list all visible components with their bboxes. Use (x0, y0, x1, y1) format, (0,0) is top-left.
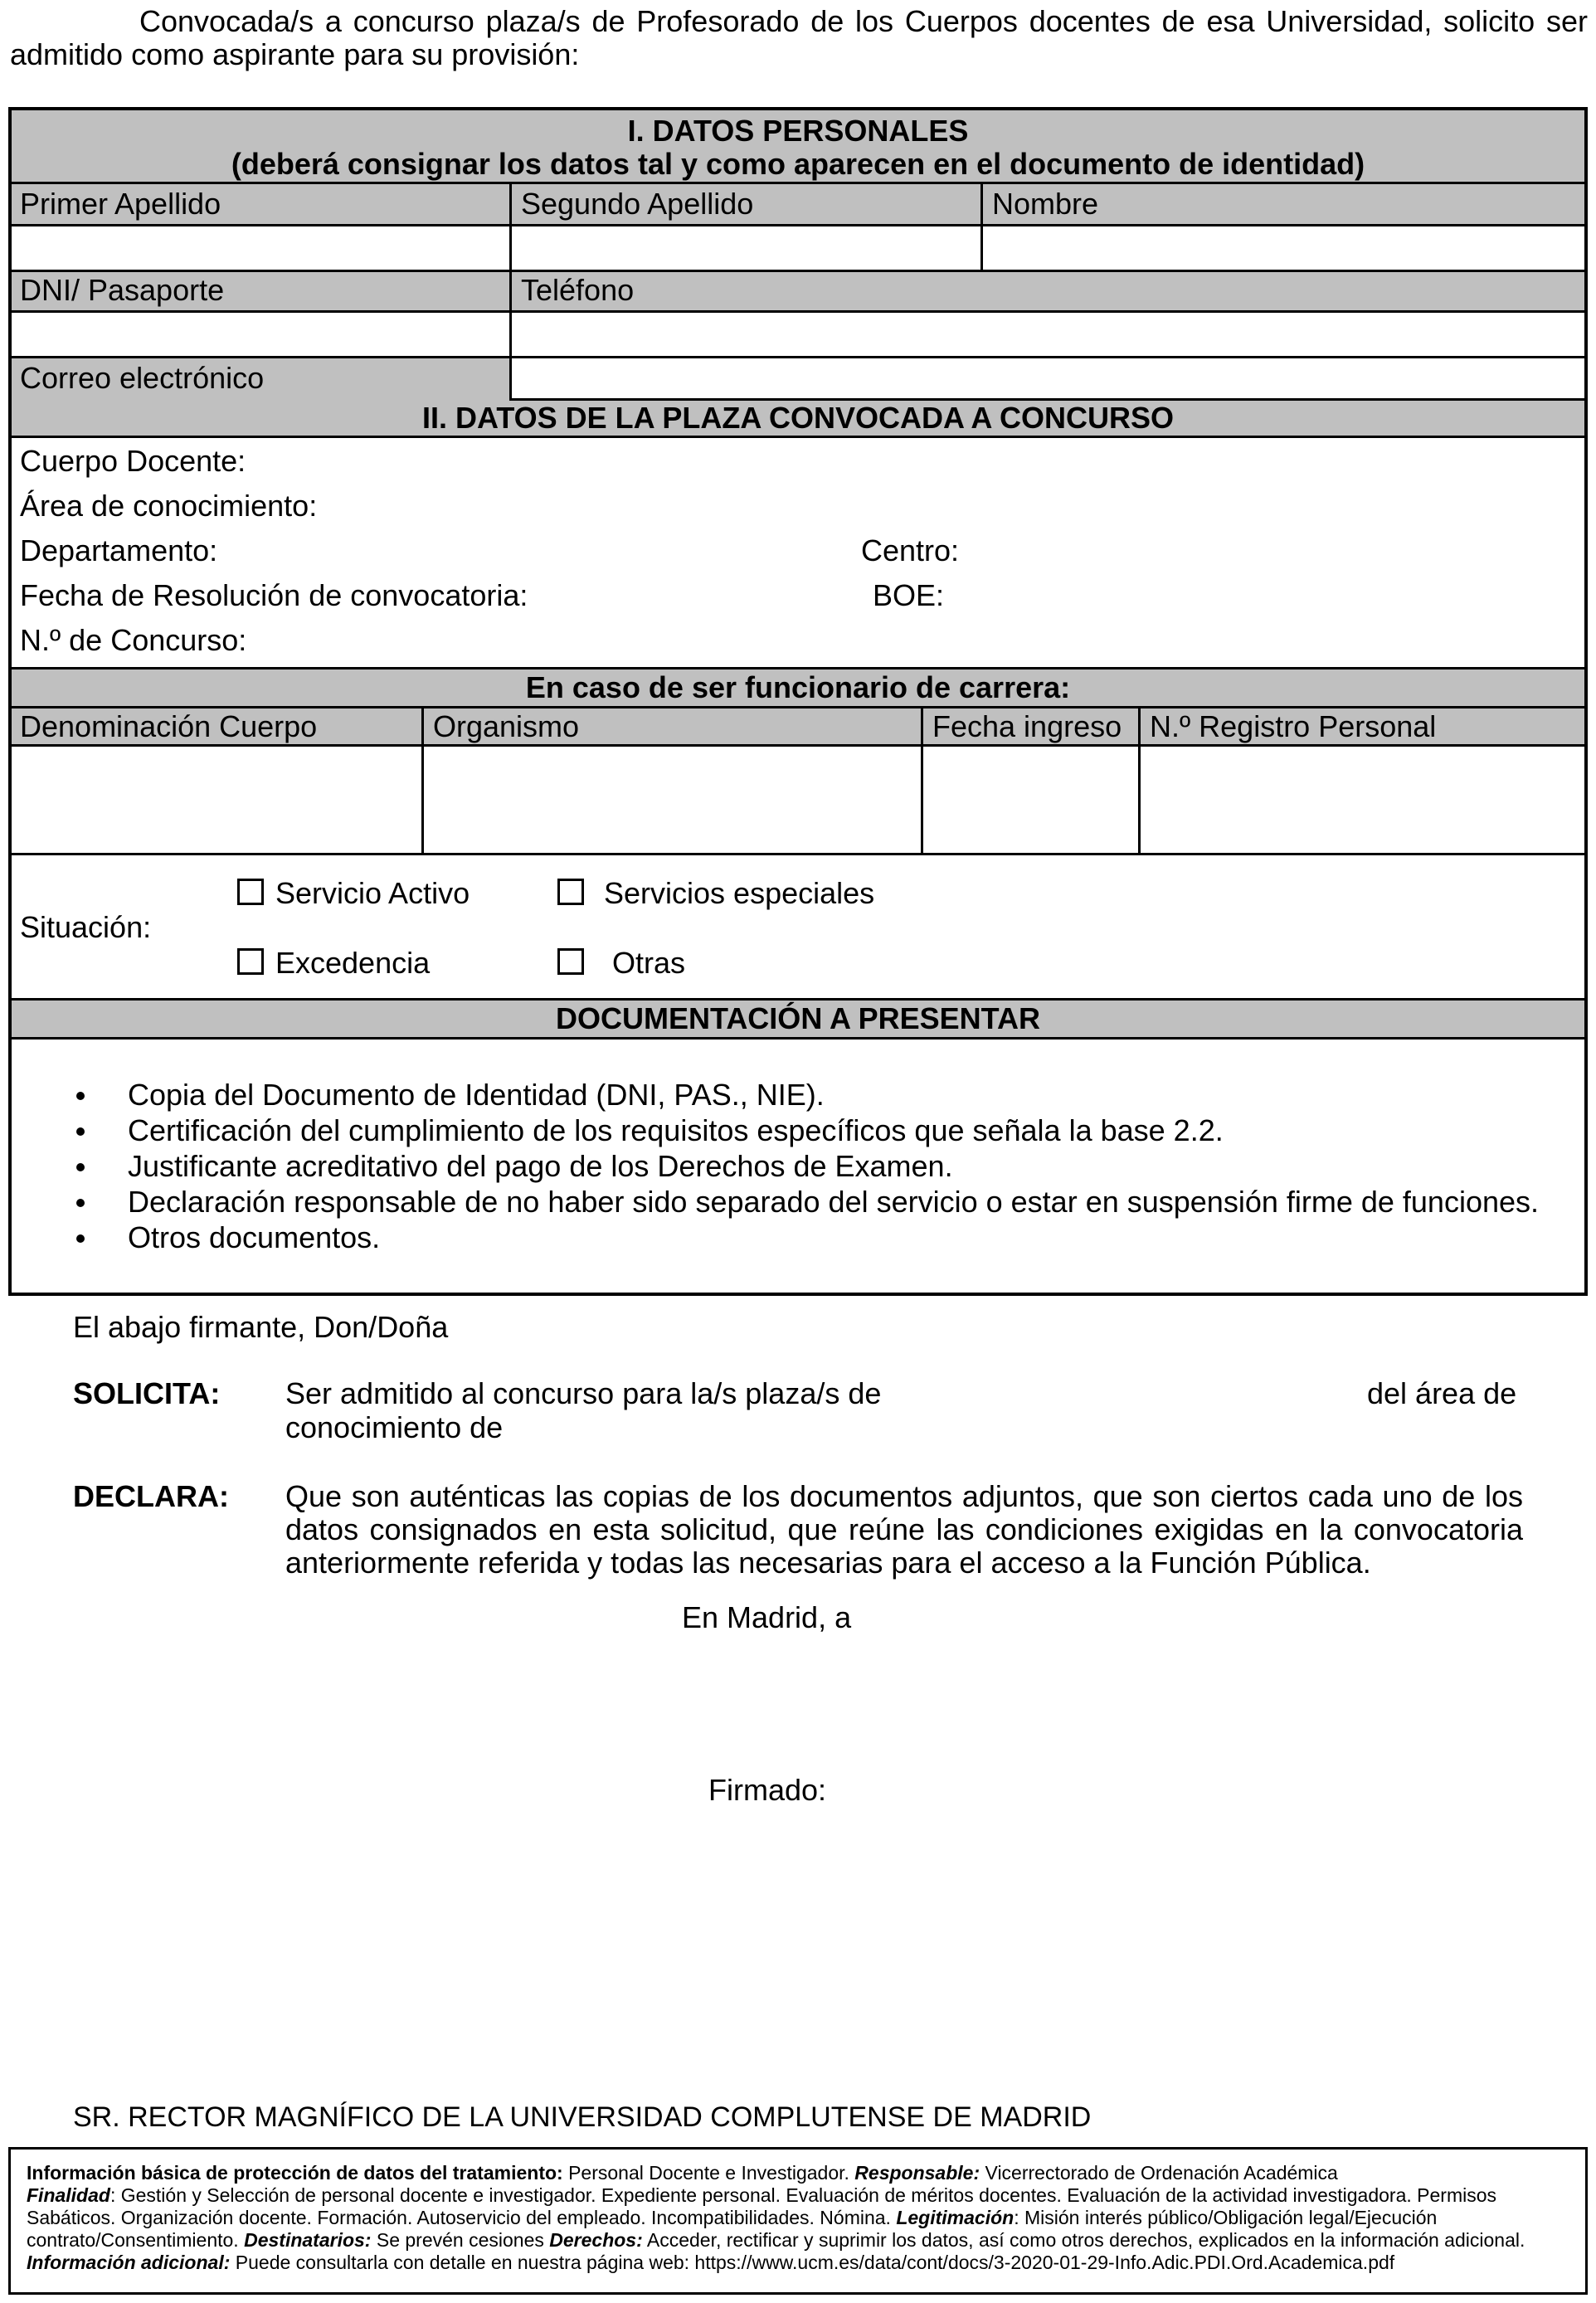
section-1-subtitle: (deberá consignar los datos tal y como aparecen en el documento de identidad) (231, 147, 1365, 181)
name-label: Nombre (992, 187, 1099, 221)
email-label: Correo electrónico (20, 361, 265, 395)
leave-checkbox[interactable] (237, 948, 264, 975)
phone-field[interactable] (512, 313, 1584, 356)
bullet-3 (76, 1163, 85, 1171)
body-name-field[interactable] (12, 747, 421, 853)
names-label-row (12, 184, 1584, 224)
solicita-label: SOLICITA: (73, 1376, 221, 1410)
active-service-checkbox[interactable] (237, 879, 264, 905)
document-item-3: Justificante acreditativo del pago de los Derechos de Examen. (128, 1149, 953, 1183)
contest-number-label: N.º de Concurso: (20, 623, 247, 657)
name-field[interactable] (983, 226, 1584, 270)
other-label: Otras (612, 946, 686, 980)
phone-label: Teléfono (521, 273, 635, 307)
document-item-5: Otros documentos. (128, 1220, 381, 1254)
registry-number-field[interactable] (1141, 747, 1584, 853)
bullet-5 (76, 1234, 85, 1243)
solicita-text-2: del área de (1367, 1376, 1517, 1410)
id-doc-field[interactable] (12, 313, 509, 356)
center-label: Centro: (861, 533, 960, 567)
privacy-line-1: Información básica de protección de datos del tratamiento: Personal Docente e Investigador. Responsable: Vicerrectorado de Ordenación Académica (27, 2162, 1338, 2184)
boe-label: BOE: (873, 578, 945, 612)
knowledge-area-label: Área de conocimiento: (20, 489, 318, 523)
col-registry-number: N.º Registro Personal (1150, 709, 1437, 743)
other-checkbox[interactable] (557, 948, 584, 975)
place-date-line: En Madrid, a (682, 1600, 852, 1634)
organism-field[interactable] (424, 747, 921, 853)
teaching-body-label: Cuerpo Docente: (20, 444, 246, 478)
document-item-1: Copia del Documento de Identidad (DNI, PAS., NIE). (128, 1078, 825, 1112)
situation-label: Situación: (20, 910, 152, 944)
signed-line: Firmado: (708, 1773, 827, 1807)
id-label-row (12, 272, 1584, 310)
col-organism: Organismo (433, 709, 580, 743)
entry-date-field[interactable] (923, 747, 1138, 853)
col-entry-date: Fecha ingreso (932, 709, 1122, 743)
section-2-title: II. DATOS DE LA PLAZA CONVOCADA A CONCURSO (421, 401, 1174, 435)
department-label: Departamento: (20, 533, 218, 567)
document-item-2: Certificación del cumplimiento de los requisitos específicos que señala la base 2.2. (128, 1113, 1224, 1147)
first-surname-field[interactable] (12, 226, 509, 270)
addressee: SR. RECTOR MAGNÍFICO DE LA UNIVERSIDAD COMPLUTENSE DE MADRID (73, 2101, 1092, 2133)
privacy-line-3: Sabáticos. Organización docente. Formación. Autoservicio del empleado. Incompatibilidades. Nómina. Legitimación: Misión interés público/Obligación legal/Ejecución (27, 2207, 1438, 2228)
email-field[interactable] (512, 358, 1584, 398)
section-1-title: I. DATOS PERSONALES (627, 114, 969, 148)
col-body-name: Denominación Cuerpo (20, 709, 318, 743)
bullet-1 (76, 1092, 85, 1100)
second-surname-field[interactable] (512, 226, 980, 270)
id-doc-label: DNI/ Pasaporte (20, 273, 225, 307)
signer-line: El abajo firmante, Don/Doña (73, 1310, 449, 1344)
intro-line-2: admitido como aspirante para su provisión: (10, 37, 580, 71)
intro-line-1: Convocada/s a concurso plaza/s de Profesorado de los Cuerpos docentes de esa Universidad, solicito ser (139, 4, 1588, 38)
active-service-label: Servicio Activo (275, 876, 470, 910)
solicita-text-1: Ser admitido al concurso para la/s plaza/s de (285, 1376, 882, 1410)
civil-servant-title: En caso de ser funcionario de carrera: (525, 670, 1071, 704)
bullet-2 (76, 1127, 85, 1136)
document-item-4: Declaración responsable de no haber sido separado del servicio o estar en suspensión firme de funciones. (128, 1185, 1540, 1219)
declara-label: DECLARA: (73, 1479, 229, 1513)
documentation-title: DOCUMENTACIÓN A PRESENTAR (556, 1001, 1040, 1035)
leave-label: Excedencia (275, 946, 431, 980)
first-surname-label: Primer Apellido (20, 187, 221, 221)
solicita-text-3: conocimiento de (285, 1410, 504, 1444)
privacy-line-5: Información adicional: Puede consultarla con detalle en nuestra página web: https://www.ucm.es/data/cont/docs/3-2020-01-29-Info.Adic.PDI.Ord.Academica.pdf (27, 2252, 1395, 2273)
special-services-label: Servicios especiales (604, 876, 875, 910)
bullet-4 (76, 1199, 85, 1207)
second-surname-label: Segundo Apellido (521, 187, 754, 221)
privacy-line-4: contrato/Consentimiento. Destinatarios: Se prevén cesiones Derechos: Acceder, rectificar y suprimir los datos, así como otros derechos, explicados en la información adicional. (27, 2229, 1525, 2251)
resolution-date-label: Fecha de Resolución de convocatoria: (20, 578, 528, 612)
privacy-line-2: Finalidad: Gestión y Selección de personal docente e investigador. Expediente personal. Evaluación de méritos docentes. Evaluación de la actividad investigadora. Permisos (27, 2184, 1497, 2206)
declara-text: Que son auténticas las copias de los documentos adjuntos, que son ciertos cada uno de los datos consignados en esta solicitud, que reúne las condiciones exigidas en la convocatoria anteriormente referida y todas las necesarias para el acceso a la Función Pública. (285, 1479, 1523, 1580)
special-services-checkbox[interactable] (557, 879, 584, 905)
